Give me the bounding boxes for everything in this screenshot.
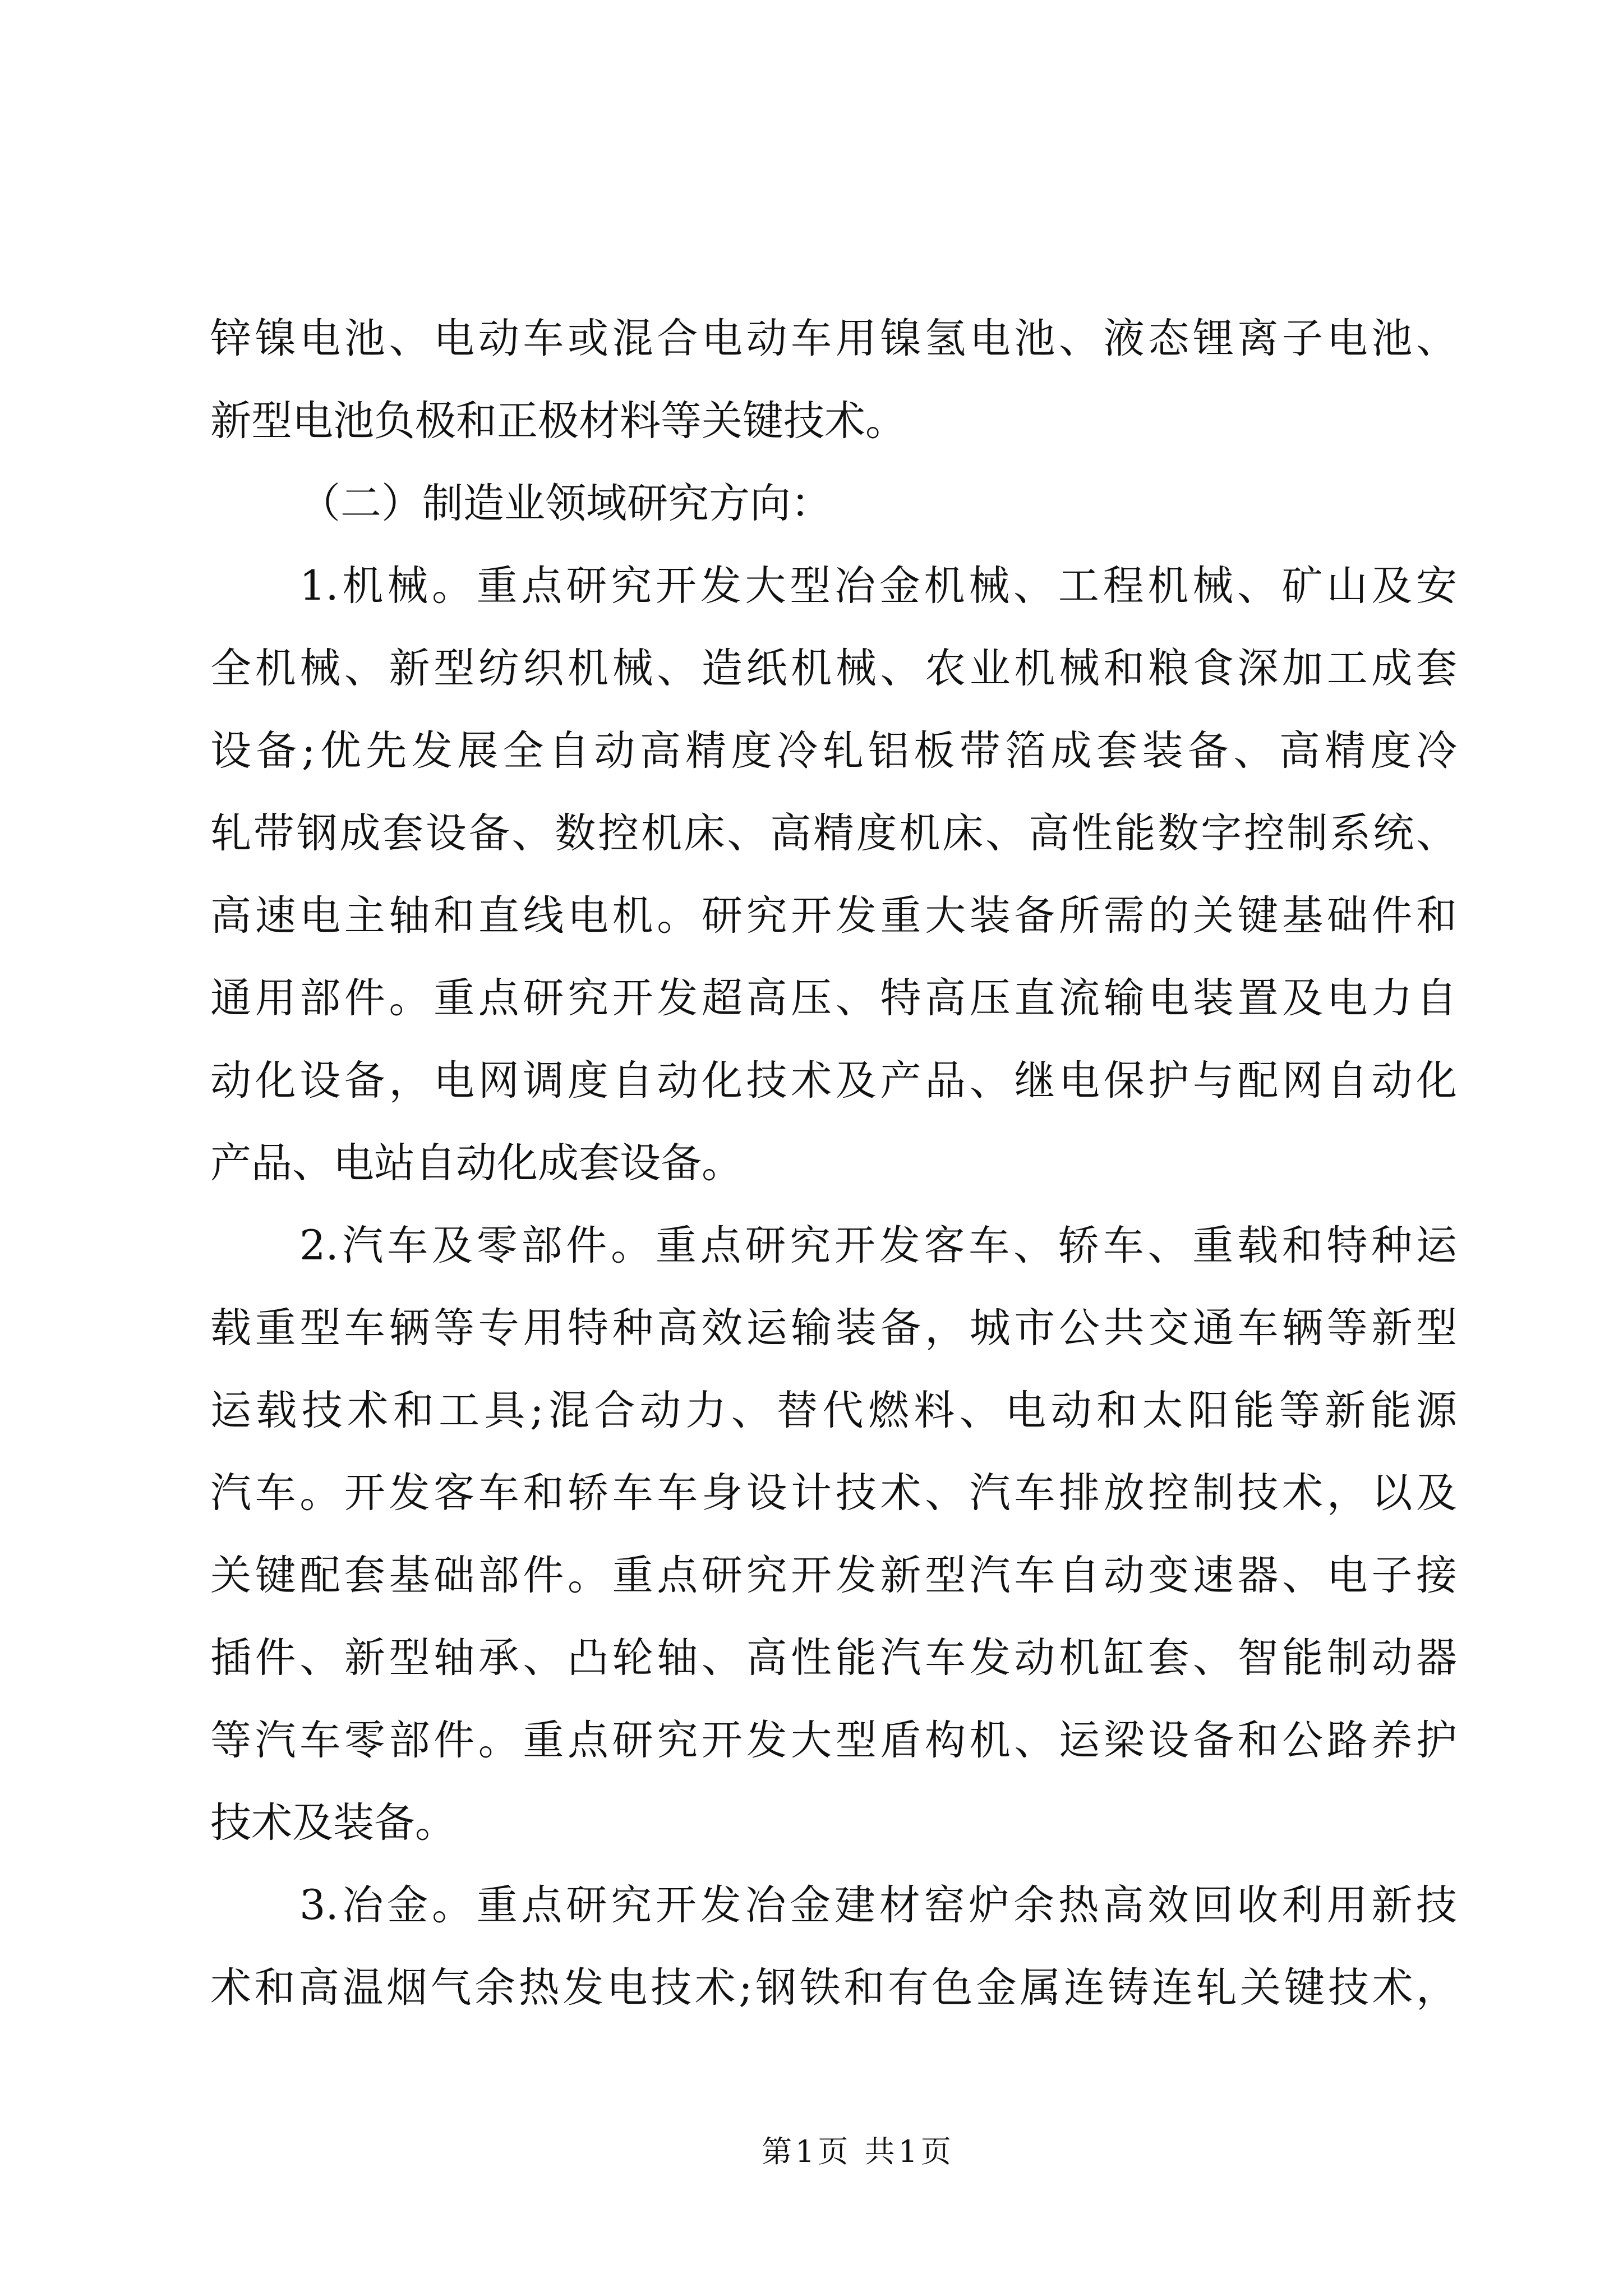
text-line: 1.机械。重点研究开发大型冶金机械、工程机械、矿山及安 [299, 562, 1457, 610]
text-line: 汽车。开发客车和轿车车身设计技术、汽车排放控制技术，以及 [210, 1469, 1457, 1517]
text-line: 高速电主轴和直线电机。研究开发重大装备所需的关键基础件和 [210, 892, 1457, 940]
text-line: 3.冶金。重点研究开发冶金建材窑炉余热高效回收利用新技 [299, 1881, 1457, 1929]
item-machinery [210, 545, 1457, 1204]
item-metallurgy [210, 1864, 1457, 2029]
text-line: 载重型车辆等专用特种高效运输装备，城市公共交通车辆等新型 [210, 1304, 1457, 1352]
item-automotive [210, 1204, 1457, 1864]
text-line: 等汽车零部件。重点研究开发大型盾构机、运梁设备和公路养护 [210, 1717, 1457, 1764]
page-number-indicator: 第1页 共1页 [762, 2134, 955, 2169]
text-line: 产品、电站自动化成套设备。 [210, 1139, 743, 1187]
section-heading-manufacturing [210, 462, 1457, 545]
text-line: 通用部件。重点研究开发超高压、特高压直流输电装置及电力自 [210, 974, 1457, 1022]
text-line: 动化设备，电网调度自动化技术及产品、继电保护与配网自动化 [210, 1057, 1457, 1105]
text-line: 设备;优先发展全自动高精度冷轧铝板带箔成套装备、高精度冷 [210, 727, 1457, 775]
page-footer [0, 2132, 1623, 2172]
paragraph-battery-tech-continued [210, 297, 1457, 462]
text-line: 技术及装备。 [210, 1799, 456, 1847]
text-line: 关键配套基础部件。重点研究开发新型汽车自动变速器、电子接 [210, 1552, 1457, 1599]
document-body [210, 297, 1457, 2029]
text-line: 锌镍电池、电动车或混合电动车用镍氢电池、液态锂离子电池、 [210, 315, 1457, 362]
text-line: 运载技术和工具;混合动力、替代燃料、电动和太阳能等新能源 [210, 1387, 1457, 1434]
text-line: 轧带钢成套设备、数控机床、高精度机床、高性能数字控制系统、 [210, 809, 1457, 857]
text-line: 全机械、新型纺织机械、造纸机械、农业机械和粮食深加工成套 [210, 645, 1457, 692]
text-line: 插件、新型轴承、凸轮轴、高性能汽车发动机缸套、智能制动器 [210, 1634, 1457, 1682]
section-heading: （二）制造业领域研究方向： [299, 480, 832, 527]
text-line: 2.汽车及零部件。重点研究开发客车、轿车、重载和特种运 [299, 1222, 1457, 1269]
text-line: 新型电池负极和正极材料等关键技术。 [210, 397, 906, 445]
text-line: 术和高温烟气余热发电技术;钢铁和有色金属连铸连轧关键技术， [210, 1964, 1457, 2012]
